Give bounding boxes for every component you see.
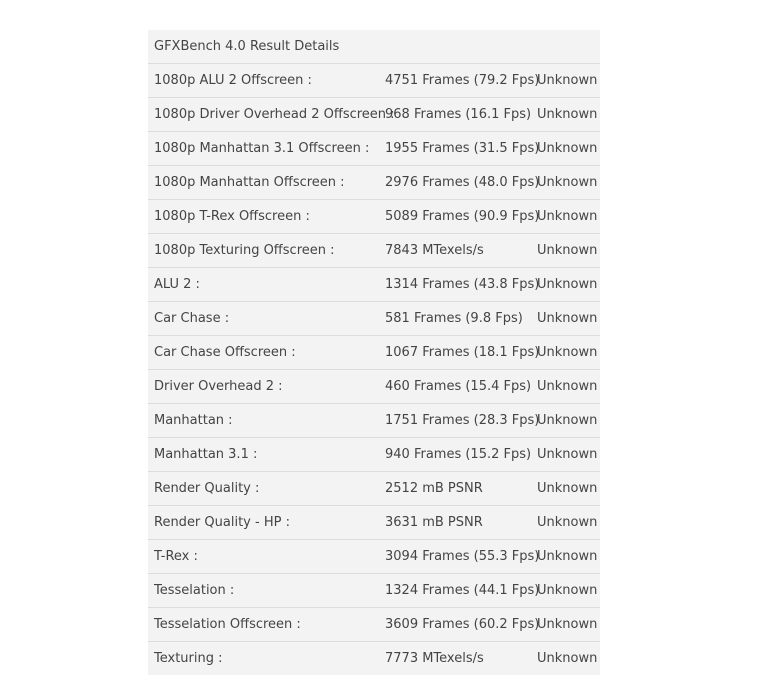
table-row bbox=[148, 642, 600, 675]
test-status: Unknown bbox=[537, 311, 598, 326]
test-name: Manhattan : bbox=[154, 413, 233, 428]
test-score: 2512 mB PSNR bbox=[385, 481, 483, 496]
test-name: Tesselation : bbox=[154, 583, 235, 598]
test-name: Render Quality : bbox=[154, 481, 260, 496]
test-score: 3609 Frames (60.2 Fps) bbox=[385, 617, 540, 632]
test-score: 581 Frames (9.8 Fps) bbox=[385, 311, 523, 326]
test-status: Unknown bbox=[537, 583, 598, 598]
test-score: 5089 Frames (90.9 Fps) bbox=[385, 209, 540, 224]
test-status: Unknown bbox=[537, 277, 598, 292]
test-name: 1080p Driver Overhead 2 Offscreen : bbox=[154, 107, 395, 122]
test-name: ALU 2 : bbox=[154, 277, 200, 292]
test-score: 460 Frames (15.4 Fps) bbox=[385, 379, 532, 394]
test-score: 2976 Frames (48.0 Fps) bbox=[385, 175, 540, 190]
test-score: 940 Frames (15.2 Fps) bbox=[385, 447, 532, 462]
table-row bbox=[148, 200, 600, 234]
table-row bbox=[148, 404, 600, 438]
test-name: Tesselation Offscreen : bbox=[154, 617, 301, 632]
table-row bbox=[148, 336, 600, 370]
table-row bbox=[148, 302, 600, 336]
test-name: 1080p T-Rex Offscreen : bbox=[154, 209, 310, 224]
table-header bbox=[148, 30, 600, 64]
table-row bbox=[148, 64, 600, 98]
test-score: 968 Frames (16.1 Fps) bbox=[385, 107, 532, 122]
table-row bbox=[148, 506, 600, 540]
table-row bbox=[148, 132, 600, 166]
test-name: Driver Overhead 2 : bbox=[154, 379, 283, 394]
table-row bbox=[148, 166, 600, 200]
test-name: T-Rex : bbox=[154, 549, 198, 564]
table-row bbox=[148, 98, 600, 132]
test-name: 1080p Manhattan 3.1 Offscreen : bbox=[154, 141, 370, 156]
table-title: GFXBench 4.0 Result Details bbox=[154, 39, 340, 54]
table-row bbox=[148, 234, 600, 268]
test-score: 7843 MTexels/s bbox=[385, 243, 484, 258]
test-status: Unknown bbox=[537, 549, 598, 564]
test-name: 1080p ALU 2 Offscreen : bbox=[154, 73, 312, 88]
test-status: Unknown bbox=[537, 515, 598, 530]
test-name: Car Chase : bbox=[154, 311, 230, 326]
test-name: 1080p Manhattan Offscreen : bbox=[154, 175, 345, 190]
test-name: Render Quality - HP : bbox=[154, 515, 290, 530]
test-name: Manhattan 3.1 : bbox=[154, 447, 258, 462]
test-status: Unknown bbox=[537, 73, 598, 88]
test-score: 4751 Frames (79.2 Fps) bbox=[385, 73, 540, 88]
test-score: 1067 Frames (18.1 Fps) bbox=[385, 345, 540, 360]
table-row bbox=[148, 574, 600, 608]
table-row bbox=[148, 472, 600, 506]
test-score: 7773 MTexels/s bbox=[385, 651, 484, 666]
test-name: 1080p Texturing Offscreen : bbox=[154, 243, 335, 258]
test-status: Unknown bbox=[537, 617, 598, 632]
table-row bbox=[148, 438, 600, 472]
test-score: 1955 Frames (31.5 Fps) bbox=[385, 141, 540, 156]
test-status: Unknown bbox=[537, 141, 598, 156]
test-status: Unknown bbox=[537, 379, 598, 394]
test-status: Unknown bbox=[537, 107, 598, 122]
test-status: Unknown bbox=[537, 345, 598, 360]
test-status: Unknown bbox=[537, 651, 598, 666]
table-row bbox=[148, 268, 600, 302]
table-row bbox=[148, 608, 600, 642]
test-status: Unknown bbox=[537, 175, 598, 190]
test-score: 1324 Frames (44.1 Fps) bbox=[385, 583, 540, 598]
test-name: Car Chase Offscreen : bbox=[154, 345, 296, 360]
test-score: 1751 Frames (28.3 Fps) bbox=[385, 413, 540, 428]
table-row bbox=[148, 370, 600, 404]
test-status: Unknown bbox=[537, 447, 598, 462]
results-table bbox=[148, 30, 600, 675]
test-status: Unknown bbox=[537, 481, 598, 496]
test-name: Texturing : bbox=[154, 651, 223, 666]
test-status: Unknown bbox=[537, 243, 598, 258]
test-status: Unknown bbox=[537, 209, 598, 224]
test-score: 1314 Frames (43.8 Fps) bbox=[385, 277, 540, 292]
table-body bbox=[148, 64, 600, 675]
test-score: 3631 mB PSNR bbox=[385, 515, 483, 530]
test-status: Unknown bbox=[537, 413, 598, 428]
test-score: 3094 Frames (55.3 Fps) bbox=[385, 549, 540, 564]
table-row bbox=[148, 540, 600, 574]
